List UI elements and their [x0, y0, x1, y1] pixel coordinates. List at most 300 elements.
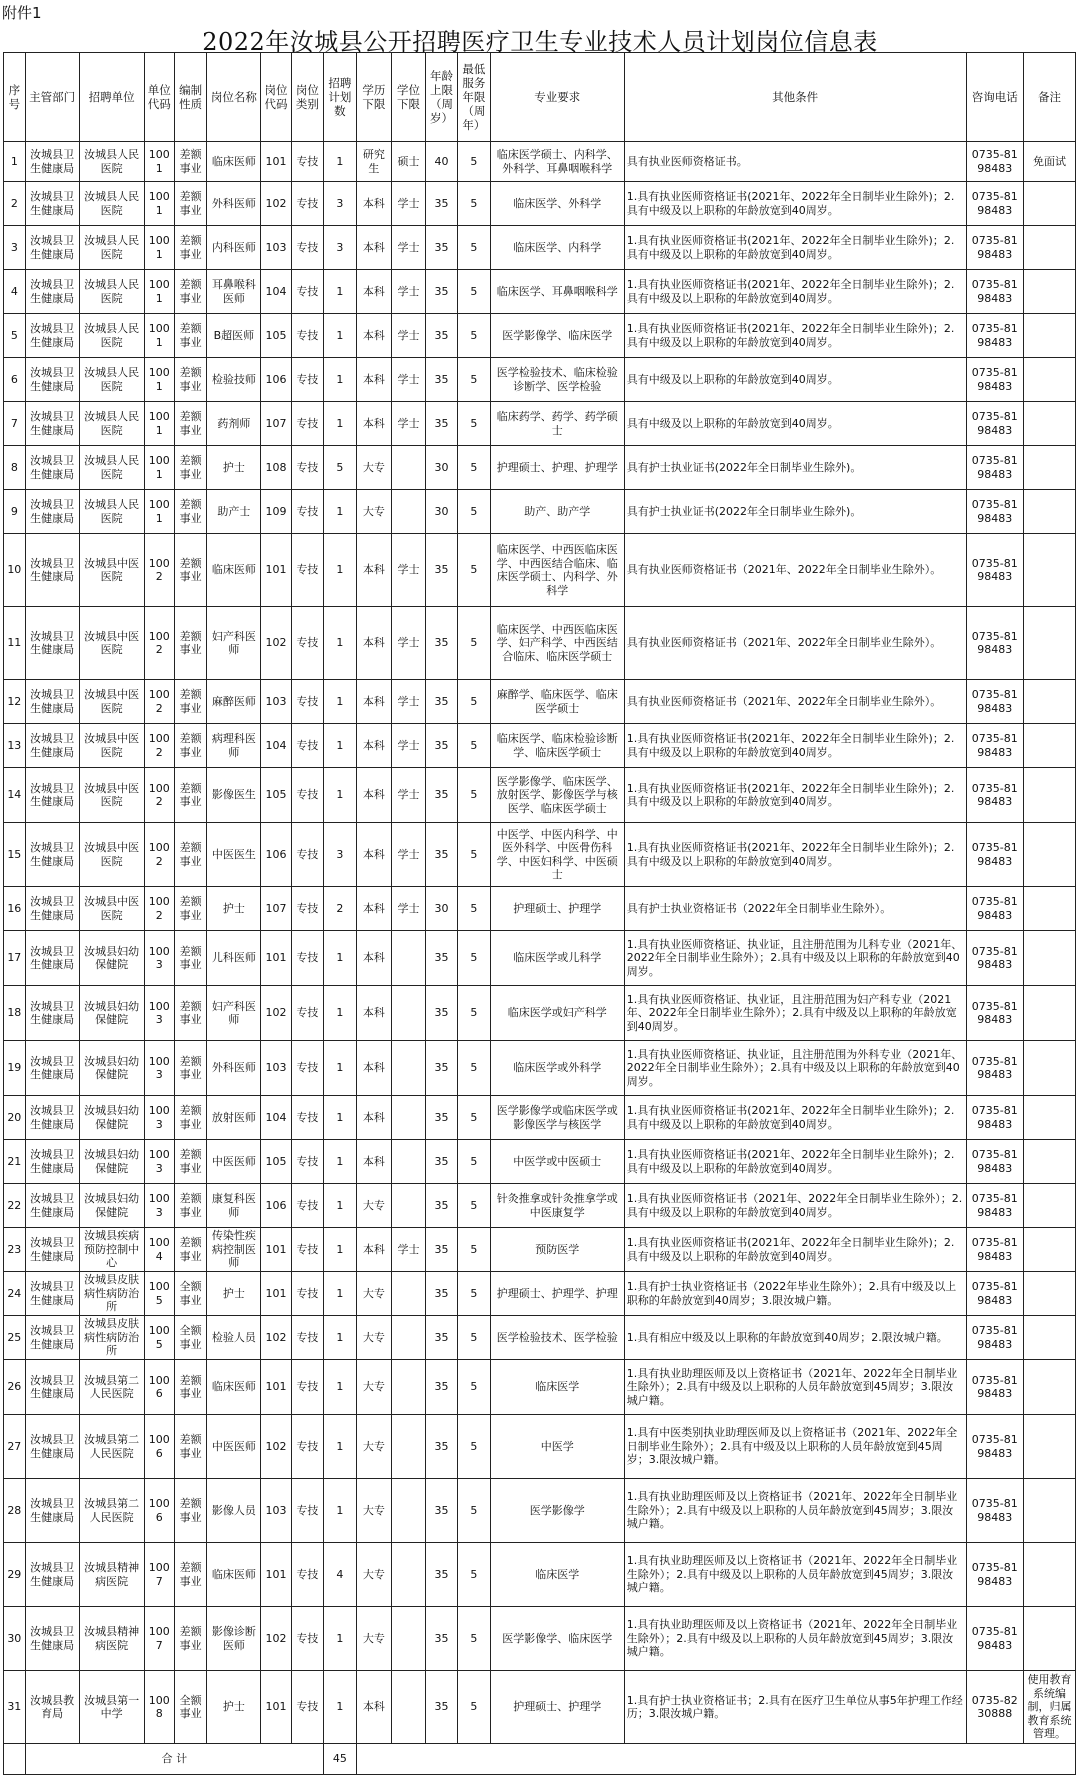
cell-seq: 14 [4, 768, 26, 823]
cell-unit-code: 1006 [144, 1479, 174, 1543]
cell-education-min: 本科 [356, 607, 392, 680]
cell-other-conditions: 1.具有执业医师资格证书(2021年、2022年全日制毕业生除外)；2.具有中级及以上职称的年龄放宽到40周岁。 [624, 1228, 966, 1272]
cell-age-max: 35 [425, 724, 457, 768]
cell-staffing-type: 差额事业 [174, 680, 206, 724]
cell-seq: 2 [4, 182, 26, 226]
cell-remarks [1023, 1096, 1075, 1140]
cell-position-code: 107 [261, 887, 291, 931]
cell-age-max: 35 [425, 1415, 457, 1479]
cell-position-category: 专技 [291, 270, 323, 314]
cell-employer: 汝城县人民医院 [79, 142, 144, 182]
cell-service-years: 5 [458, 534, 490, 607]
cell-employer: 汝城县中医医院 [79, 768, 144, 823]
cell-position-category: 专技 [291, 1607, 323, 1671]
cell-position-name: 传染性疾病控制医师 [207, 1228, 261, 1272]
cell-department: 汝城县卫生健康局 [25, 1272, 79, 1316]
cell-phone: 0735-8198483 [966, 314, 1023, 358]
cell-education-min: 大专 [356, 1479, 392, 1543]
column-header: 序号 [4, 53, 26, 142]
cell-position-name: 耳鼻喉科医师 [207, 270, 261, 314]
cell-degree-min [392, 1140, 426, 1184]
cell-education-min: 大专 [356, 1543, 392, 1607]
column-header: 年龄上限（周岁） [425, 53, 457, 142]
cell-position-code: 105 [261, 768, 291, 823]
cell-employer: 汝城县人民医院 [79, 314, 144, 358]
cell-position-code: 101 [261, 1360, 291, 1415]
cell-service-years: 5 [458, 1316, 490, 1360]
cell-staffing-type: 差额事业 [174, 1140, 206, 1184]
cell-other-conditions: 1.具有执业医师资格证书(2021年、2022年全日制毕业生除外)；2.具有中级及以上职称的年龄放宽到40周岁。 [624, 1140, 966, 1184]
cell-phone: 0735-8198483 [966, 534, 1023, 607]
cell-department: 汝城县卫生健康局 [25, 270, 79, 314]
cell-staffing-type: 差额事业 [174, 1041, 206, 1096]
cell-unit-code: 1002 [144, 823, 174, 887]
cell-position-category: 专技 [291, 887, 323, 931]
cell-position-name: 护士 [207, 1671, 261, 1744]
cell-position-category: 专技 [291, 1228, 323, 1272]
cell-position-name: 临床医师 [207, 1360, 261, 1415]
cell-age-max: 35 [425, 680, 457, 724]
cell-remarks [1023, 1140, 1075, 1184]
cell-staffing-type: 差额事业 [174, 1607, 206, 1671]
cell-degree-min [392, 931, 426, 986]
cell-service-years: 5 [458, 1184, 490, 1228]
cell-employer: 汝城县中医医院 [79, 680, 144, 724]
cell-major-requirements: 医学检验技术、临床检验诊断学、医学检验 [490, 358, 624, 402]
cell-unit-code: 1001 [144, 314, 174, 358]
cell-service-years: 5 [458, 226, 490, 270]
cell-position-category: 专技 [291, 986, 323, 1041]
cell-age-max: 35 [425, 1360, 457, 1415]
cell-remarks [1023, 1360, 1075, 1415]
cell-service-years: 5 [458, 270, 490, 314]
cell-seq: 13 [4, 724, 26, 768]
cell-position-code: 103 [261, 1041, 291, 1096]
cell-hire-count: 3 [324, 182, 356, 226]
cell-unit-code: 1006 [144, 1360, 174, 1415]
cell-department: 汝城县卫生健康局 [25, 226, 79, 270]
cell-staffing-type: 差额事业 [174, 490, 206, 534]
cell-remarks [1023, 1228, 1075, 1272]
cell-education-min: 大专 [356, 1415, 392, 1479]
cell-position-name: 中医医生 [207, 823, 261, 887]
column-header: 岗位类别 [291, 53, 323, 142]
cell-degree-min: 学士 [392, 182, 426, 226]
column-header: 主管部门 [25, 53, 79, 142]
table-row [4, 314, 1076, 358]
cell-hire-count: 1 [324, 1096, 356, 1140]
cell-service-years: 5 [458, 724, 490, 768]
cell-other-conditions: 1.具有执业医师资格证书(2021年、2022年全日制毕业生除外)；2.具有中级及以上职称的年龄放宽到40周岁。 [624, 182, 966, 226]
cell-degree-min [392, 1415, 426, 1479]
cell-degree-min: 学士 [392, 226, 426, 270]
cell-education-min: 本科 [356, 1041, 392, 1096]
cell-department: 汝城县卫生健康局 [25, 534, 79, 607]
cell-remarks [1023, 986, 1075, 1041]
cell-service-years: 5 [458, 680, 490, 724]
cell-seq: 19 [4, 1041, 26, 1096]
cell-department: 汝城县卫生健康局 [25, 314, 79, 358]
cell-age-max: 35 [425, 534, 457, 607]
cell-staffing-type: 差额事业 [174, 724, 206, 768]
cell-education-min: 本科 [356, 986, 392, 1041]
cell-seq: 1 [4, 142, 26, 182]
cell-service-years: 5 [458, 1360, 490, 1415]
table-row [4, 1607, 1076, 1671]
cell-degree-min [392, 1543, 426, 1607]
cell-other-conditions: 1.具有执业医师资格证书(2021年、2022年全日制毕业生除外)；2.具有中级及以上职称的年龄放宽到40周岁。 [624, 768, 966, 823]
cell-staffing-type: 差额事业 [174, 446, 206, 490]
cell-remarks [1023, 724, 1075, 768]
cell-major-requirements: 临床医学、耳鼻咽喉科学 [490, 270, 624, 314]
cell-position-category: 专技 [291, 1096, 323, 1140]
table-row [4, 680, 1076, 724]
cell-employer: 汝城县皮肤病性病防治所 [79, 1272, 144, 1316]
table-row [4, 986, 1076, 1041]
cell-remarks [1023, 1316, 1075, 1360]
column-header: 备注 [1023, 53, 1075, 142]
column-header: 招聘单位 [79, 53, 144, 142]
cell-unit-code: 1004 [144, 1228, 174, 1272]
cell-unit-code: 1007 [144, 1607, 174, 1671]
cell-other-conditions: 具有执业医师资格证书（2021年、2022年全日制毕业生除外）。 [624, 680, 966, 724]
cell-employer: 汝城县人民医院 [79, 402, 144, 446]
cell-department: 汝城县卫生健康局 [25, 1316, 79, 1360]
cell-degree-min: 学士 [392, 768, 426, 823]
cell-hire-count: 1 [324, 402, 356, 446]
cell-department: 汝城县卫生健康局 [25, 1607, 79, 1671]
cell-degree-min [392, 1316, 426, 1360]
cell-phone: 0735-8198483 [966, 823, 1023, 887]
cell-service-years: 5 [458, 1671, 490, 1744]
table-row [4, 1479, 1076, 1543]
cell-department: 汝城县卫生健康局 [25, 1415, 79, 1479]
cell-age-max: 35 [425, 1543, 457, 1607]
cell-major-requirements: 临床医学 [490, 1543, 624, 1607]
cell-major-requirements: 临床医学、内科学 [490, 226, 624, 270]
table-header-row [4, 53, 1076, 142]
cell-phone: 0735-8198483 [966, 402, 1023, 446]
cell-hire-count: 1 [324, 1479, 356, 1543]
cell-position-code: 107 [261, 402, 291, 446]
cell-degree-min: 学士 [392, 607, 426, 680]
cell-staffing-type: 差额事业 [174, 226, 206, 270]
table-row [4, 142, 1076, 182]
cell-phone: 0735-8198483 [966, 1360, 1023, 1415]
table-row [4, 931, 1076, 986]
cell-education-min: 大专 [356, 446, 392, 490]
cell-phone: 0735-8198483 [966, 607, 1023, 680]
cell-employer: 汝城县人民医院 [79, 358, 144, 402]
cell-position-category: 专技 [291, 1041, 323, 1096]
cell-major-requirements: 医学检验技术、医学检验 [490, 1316, 624, 1360]
cell-education-min: 本科 [356, 270, 392, 314]
page-title: 2022年汝城县公开招聘医疗卫生专业技术人员计划岗位信息表 [202, 28, 878, 56]
cell-position-code: 103 [261, 1479, 291, 1543]
cell-major-requirements: 医学影像学、临床医学 [490, 1607, 624, 1671]
cell-hire-count: 1 [324, 768, 356, 823]
cell-position-code: 102 [261, 986, 291, 1041]
cell-education-min: 本科 [356, 226, 392, 270]
cell-other-conditions: 1.具有执业医师资格证、执业证，且注册范围为儿科专业（2021年、2022年全日制毕业生除外）；2.具有中级及以上职称的年龄放宽到40周岁。 [624, 931, 966, 986]
cell-position-name: 影像诊断医师 [207, 1607, 261, 1671]
cell-remarks [1023, 490, 1075, 534]
cell-remarks [1023, 1607, 1075, 1671]
cell-phone: 0735-8198483 [966, 490, 1023, 534]
cell-major-requirements: 临床医学、临床检验诊断学、临床医学硕士 [490, 724, 624, 768]
cell-department: 汝城县卫生健康局 [25, 1041, 79, 1096]
cell-remarks [1023, 931, 1075, 986]
cell-seq: 20 [4, 1096, 26, 1140]
cell-employer: 汝城县人民医院 [79, 270, 144, 314]
cell-employer: 汝城县疾病预防控制中心 [79, 1228, 144, 1272]
cell-other-conditions: 1.具有执业医师资格证书(2021年、2022年全日制毕业生除外)；2.具有中级及以上职称的年龄放宽到40周岁。 [624, 270, 966, 314]
table-row [4, 823, 1076, 887]
table-row [4, 490, 1076, 534]
cell-employer: 汝城县人民医院 [79, 446, 144, 490]
cell-position-name: 护士 [207, 446, 261, 490]
cell-education-min: 本科 [356, 314, 392, 358]
cell-remarks [1023, 680, 1075, 724]
cell-unit-code: 1003 [144, 1140, 174, 1184]
cell-education-min: 本科 [356, 1096, 392, 1140]
cell-position-code: 102 [261, 607, 291, 680]
cell-age-max: 35 [425, 986, 457, 1041]
attachment-label: 附件1 [2, 4, 42, 22]
cell-position-category: 专技 [291, 314, 323, 358]
cell-degree-min [392, 1360, 426, 1415]
cell-phone: 0735-8230888 [966, 1671, 1023, 1744]
cell-position-code: 101 [261, 142, 291, 182]
cell-remarks [1023, 823, 1075, 887]
column-header: 单位代码 [144, 53, 174, 142]
cell-degree-min: 学士 [392, 887, 426, 931]
cell-unit-code: 1003 [144, 986, 174, 1041]
cell-seq: 21 [4, 1140, 26, 1184]
cell-seq: 27 [4, 1415, 26, 1479]
table-row [4, 1360, 1076, 1415]
cell-department: 汝城县卫生健康局 [25, 680, 79, 724]
cell-position-code: 101 [261, 1671, 291, 1744]
cell-major-requirements: 医学影像学、临床医学 [490, 314, 624, 358]
cell-position-code: 101 [261, 1228, 291, 1272]
cell-department: 汝城县教育局 [25, 1671, 79, 1744]
cell-hire-count: 4 [324, 1543, 356, 1607]
cell-position-name: 检验技师 [207, 358, 261, 402]
cell-phone: 0735-8198483 [966, 680, 1023, 724]
cell-seq: 9 [4, 490, 26, 534]
cell-service-years: 5 [458, 823, 490, 887]
cell-education-min: 本科 [356, 823, 392, 887]
cell-position-category: 专技 [291, 226, 323, 270]
cell-unit-code: 1002 [144, 534, 174, 607]
cell-unit-code: 1001 [144, 142, 174, 182]
cell-position-category: 专技 [291, 1272, 323, 1316]
table-row [4, 226, 1076, 270]
cell-degree-min: 学士 [392, 314, 426, 358]
cell-degree-min [392, 1041, 426, 1096]
cell-education-min: 本科 [356, 358, 392, 402]
cell-major-requirements: 临床医学或外科学 [490, 1041, 624, 1096]
table-footer-row [4, 1744, 1076, 1775]
cell-unit-code: 1007 [144, 1543, 174, 1607]
cell-phone: 0735-8198483 [966, 1272, 1023, 1316]
cell-position-category: 专技 [291, 1415, 323, 1479]
table-row [4, 768, 1076, 823]
cell-phone: 0735-8198483 [966, 1479, 1023, 1543]
cell-phone: 0735-8198483 [966, 931, 1023, 986]
cell-staffing-type: 差额事业 [174, 182, 206, 226]
cell-staffing-type: 差额事业 [174, 1360, 206, 1415]
cell-phone: 0735-8198483 [966, 1415, 1023, 1479]
cell-other-conditions: 1.具有相应中级及以上职称的年龄放宽到40周岁；2.限汝城户籍。 [624, 1316, 966, 1360]
cell-employer: 汝城县中医医院 [79, 607, 144, 680]
cell-unit-code: 1001 [144, 446, 174, 490]
cell-hire-count: 1 [324, 607, 356, 680]
cell-education-min: 本科 [356, 182, 392, 226]
table-row [4, 1316, 1076, 1360]
cell-position-name: 影像人员 [207, 1479, 261, 1543]
cell-degree-min: 学士 [392, 534, 426, 607]
cell-staffing-type: 全额事业 [174, 1272, 206, 1316]
cell-position-category: 专技 [291, 142, 323, 182]
cell-staffing-type: 差额事业 [174, 1184, 206, 1228]
cell-position-category: 专技 [291, 358, 323, 402]
cell-position-code: 106 [261, 358, 291, 402]
cell-seq: 11 [4, 607, 26, 680]
cell-hire-count: 1 [324, 490, 356, 534]
cell-age-max: 35 [425, 1184, 457, 1228]
cell-seq: 26 [4, 1360, 26, 1415]
cell-service-years: 5 [458, 314, 490, 358]
cell-department: 汝城县卫生健康局 [25, 823, 79, 887]
cell-employer: 汝城县精神病医院 [79, 1607, 144, 1671]
cell-service-years: 5 [458, 1607, 490, 1671]
cell-unit-code: 1002 [144, 768, 174, 823]
cell-degree-min: 学士 [392, 724, 426, 768]
cell-major-requirements: 临床医学硕士、内科学、外科学、耳鼻咽喉科学 [490, 142, 624, 182]
cell-degree-min: 学士 [392, 402, 426, 446]
cell-other-conditions: 具有中级及以上职称的年龄放宽到40周岁。 [624, 358, 966, 402]
cell-employer: 汝城县人民医院 [79, 490, 144, 534]
cell-employer: 汝城县妇幼保健院 [79, 1041, 144, 1096]
cell-remarks [1023, 887, 1075, 931]
cell-department: 汝城县卫生健康局 [25, 887, 79, 931]
cell-age-max: 35 [425, 607, 457, 680]
cell-age-max: 40 [425, 142, 457, 182]
cell-department: 汝城县卫生健康局 [25, 182, 79, 226]
cell-service-years: 5 [458, 1140, 490, 1184]
cell-department: 汝城县卫生健康局 [25, 1096, 79, 1140]
table-row [4, 1228, 1076, 1272]
cell-phone: 0735-8198483 [966, 768, 1023, 823]
cell-remarks [1023, 1184, 1075, 1228]
cell-remarks [1023, 1041, 1075, 1096]
cell-staffing-type: 差额事业 [174, 1228, 206, 1272]
cell-unit-code: 1002 [144, 607, 174, 680]
cell-age-max: 35 [425, 1140, 457, 1184]
cell-seq: 3 [4, 226, 26, 270]
cell-hire-count: 1 [324, 1140, 356, 1184]
cell-phone: 0735-8198483 [966, 1316, 1023, 1360]
cell-other-conditions: 1.具有护士执业资格证书；2.具有在医疗卫生单位从事5年护理工作经历；3.限汝城户籍。 [624, 1671, 966, 1744]
cell-staffing-type: 差额事业 [174, 986, 206, 1041]
cell-unit-code: 1006 [144, 1415, 174, 1479]
cell-major-requirements: 护理硕士、护理、护理学 [490, 446, 624, 490]
cell-service-years: 5 [458, 1272, 490, 1316]
table-row [4, 1543, 1076, 1607]
cell-remarks [1023, 270, 1075, 314]
cell-major-requirements: 护理硕士、护理学 [490, 887, 624, 931]
table-row [4, 724, 1076, 768]
cell-age-max: 35 [425, 182, 457, 226]
cell-department: 汝城县卫生健康局 [25, 768, 79, 823]
cell-age-max: 35 [425, 1671, 457, 1744]
cell-seq: 5 [4, 314, 26, 358]
cell-position-category: 专技 [291, 1479, 323, 1543]
footer-total-value: 45 [324, 1744, 356, 1775]
column-header: 招聘计划数 [324, 53, 356, 142]
cell-other-conditions: 1.具有执业医师资格证、执业证，且注册范围为妇产科专业（2021年、2022年全日制毕业生除外）；2.具有中级及以上职称的年龄放宽到40周岁。 [624, 986, 966, 1041]
cell-remarks [1023, 768, 1075, 823]
cell-seq: 17 [4, 931, 26, 986]
cell-hire-count: 3 [324, 823, 356, 887]
cell-phone: 0735-8198483 [966, 1041, 1023, 1096]
cell-position-code: 101 [261, 931, 291, 986]
cell-unit-code: 1003 [144, 1041, 174, 1096]
cell-seq: 15 [4, 823, 26, 887]
cell-position-code: 104 [261, 1096, 291, 1140]
cell-phone: 0735-8198483 [966, 1140, 1023, 1184]
cell-employer: 汝城县中医医院 [79, 724, 144, 768]
cell-employer: 汝城县精神病医院 [79, 1543, 144, 1607]
cell-staffing-type: 差额事业 [174, 1479, 206, 1543]
cell-major-requirements: 中医学、中医内科学、中医外科学、中医骨伤科学、中医妇科学、中医硕士 [490, 823, 624, 887]
cell-age-max: 35 [425, 931, 457, 986]
column-header: 岗位代码 [261, 53, 291, 142]
cell-other-conditions: 具有执业医师资格证书（2021年、2022年全日制毕业生除外）。 [624, 534, 966, 607]
cell-position-name: 药剂师 [207, 402, 261, 446]
cell-service-years: 5 [458, 402, 490, 446]
cell-seq: 30 [4, 1607, 26, 1671]
cell-hire-count: 1 [324, 1316, 356, 1360]
cell-education-min: 本科 [356, 534, 392, 607]
cell-department: 汝城县卫生健康局 [25, 142, 79, 182]
cell-hire-count: 1 [324, 1607, 356, 1671]
cell-seq: 6 [4, 358, 26, 402]
cell-unit-code: 1005 [144, 1316, 174, 1360]
cell-education-min: 大专 [356, 490, 392, 534]
cell-age-max: 30 [425, 446, 457, 490]
cell-other-conditions: 具有护士执业证书(2022年全日制毕业生除外)。 [624, 490, 966, 534]
cell-remarks [1023, 1543, 1075, 1607]
cell-hire-count: 2 [324, 887, 356, 931]
cell-major-requirements: 预防医学 [490, 1228, 624, 1272]
cell-phone: 0735-8198483 [966, 358, 1023, 402]
cell-staffing-type: 差额事业 [174, 142, 206, 182]
cell-major-requirements: 针灸推拿或针灸推拿学或中医康复学 [490, 1184, 624, 1228]
cell-age-max: 30 [425, 490, 457, 534]
cell-staffing-type: 差额事业 [174, 887, 206, 931]
cell-remarks [1023, 607, 1075, 680]
cell-major-requirements: 护理硕士、护理学、护理 [490, 1272, 624, 1316]
cell-hire-count: 1 [324, 314, 356, 358]
cell-position-name: 内科医师 [207, 226, 261, 270]
cell-seq: 31 [4, 1671, 26, 1744]
cell-other-conditions: 具有护士执业证书(2022年全日制毕业生除外)。 [624, 446, 966, 490]
cell-hire-count: 1 [324, 1415, 356, 1479]
cell-employer: 汝城县第二人民医院 [79, 1479, 144, 1543]
